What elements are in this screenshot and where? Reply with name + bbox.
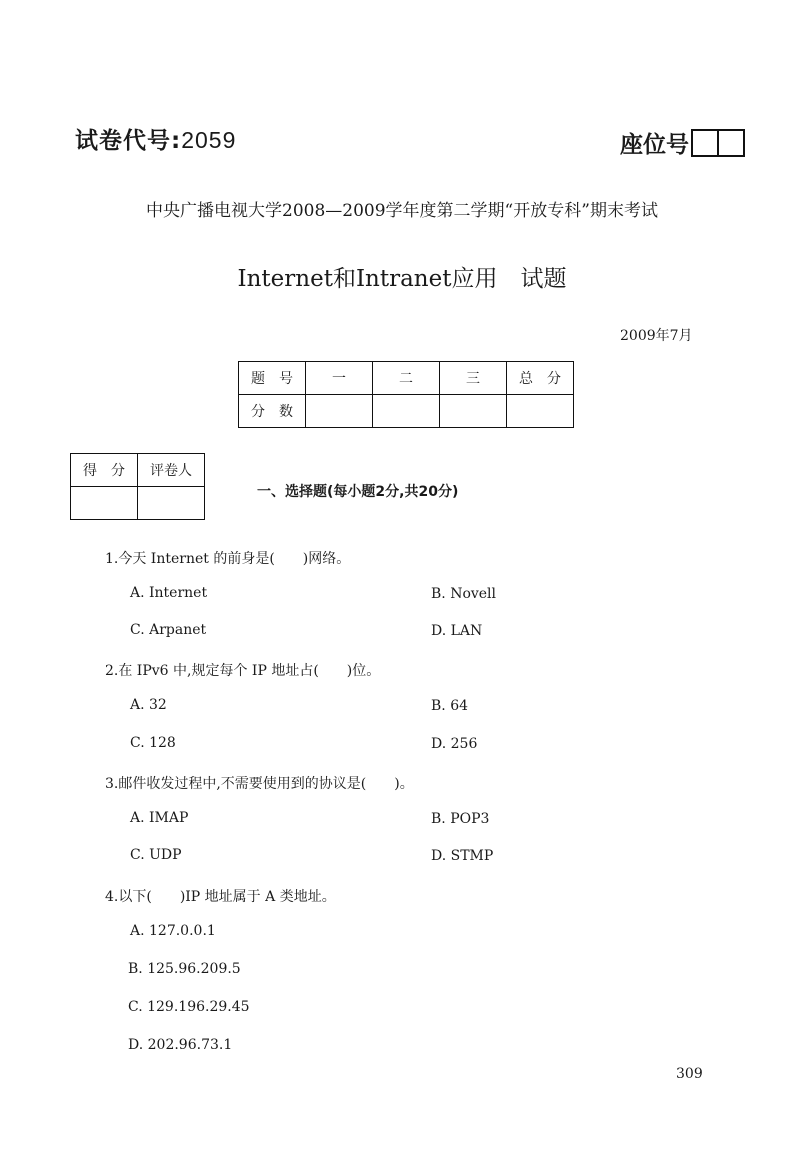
grader-cell: [71, 487, 138, 520]
page-number: 309: [676, 1066, 703, 1082]
score-cell: [507, 395, 574, 428]
score-cell: 分 数: [239, 395, 306, 428]
question-option: B. Novell: [431, 586, 497, 602]
score-cell: 题 号: [239, 362, 306, 395]
seat-box: [717, 131, 743, 155]
exam-title: Internet和Intranet应用 试题: [237, 266, 567, 292]
question-option: B. 64: [431, 698, 469, 714]
score-cell: 二: [373, 362, 440, 395]
score-cell: [306, 395, 373, 428]
question-option: D. 256: [431, 736, 478, 752]
seat-number-boxes: [691, 129, 745, 157]
score-table: [238, 361, 574, 428]
score-cell: 一: [306, 362, 373, 395]
seat-number-label: 座位号: [620, 132, 689, 158]
section-title: 一、选择题(每小题2分,共20分): [257, 484, 459, 500]
grader-cell: [138, 487, 205, 520]
question-option: D. LAN: [431, 623, 483, 639]
question-option: B. 125.96.209.5: [128, 961, 241, 977]
paper-code: [75, 122, 236, 155]
score-table-value-row: [239, 395, 574, 428]
score-table-header-row: [239, 362, 574, 395]
question-text: 1.今天 Internet 的前身是( )网络。: [105, 551, 351, 567]
question-option: A. IMAP: [130, 810, 189, 826]
question-option: D. 202.96.73.1: [128, 1037, 233, 1053]
seat-number: [620, 126, 745, 159]
question-option: C. UDP: [130, 847, 182, 863]
paper-code-label: 试卷代号:: [75, 128, 182, 154]
grader-cell: 评卷人: [138, 454, 205, 487]
question-text: 3.邮件收发过程中,不需要使用到的协议是( )。: [105, 776, 414, 792]
question-option: C. 128: [130, 735, 176, 751]
score-cell: [440, 395, 507, 428]
score-cell: 三: [440, 362, 507, 395]
exam-header: 中央广播电视大学2008—2009学年度第二学期“开放专科”期末考试: [146, 201, 658, 221]
score-cell: [373, 395, 440, 428]
question-text: 4.以下( )IP 地址属于 A 类地址。: [105, 889, 336, 905]
question-option: A. 32: [130, 697, 167, 713]
grader-table-header-row: [71, 454, 205, 487]
question-option: B. POP3: [431, 811, 490, 827]
grader-table-value-row: [71, 487, 205, 520]
seat-box: [693, 131, 717, 155]
paper-code-value: 2059: [181, 127, 237, 153]
exam-date: 2009年7月: [620, 328, 693, 344]
grader-table: [70, 453, 205, 520]
question-option: C. Arpanet: [130, 622, 207, 638]
question-option: C. 129.196.29.45: [128, 999, 250, 1015]
question-text: 2.在 IPv6 中,规定每个 IP 地址占( )位。: [105, 663, 381, 679]
score-cell: 总 分: [507, 362, 574, 395]
question-option: D. STMP: [431, 848, 494, 864]
grader-cell: 得 分: [71, 454, 138, 487]
question-option: A. Internet: [130, 585, 208, 601]
question-option: A. 127.0.0.1: [130, 923, 216, 939]
